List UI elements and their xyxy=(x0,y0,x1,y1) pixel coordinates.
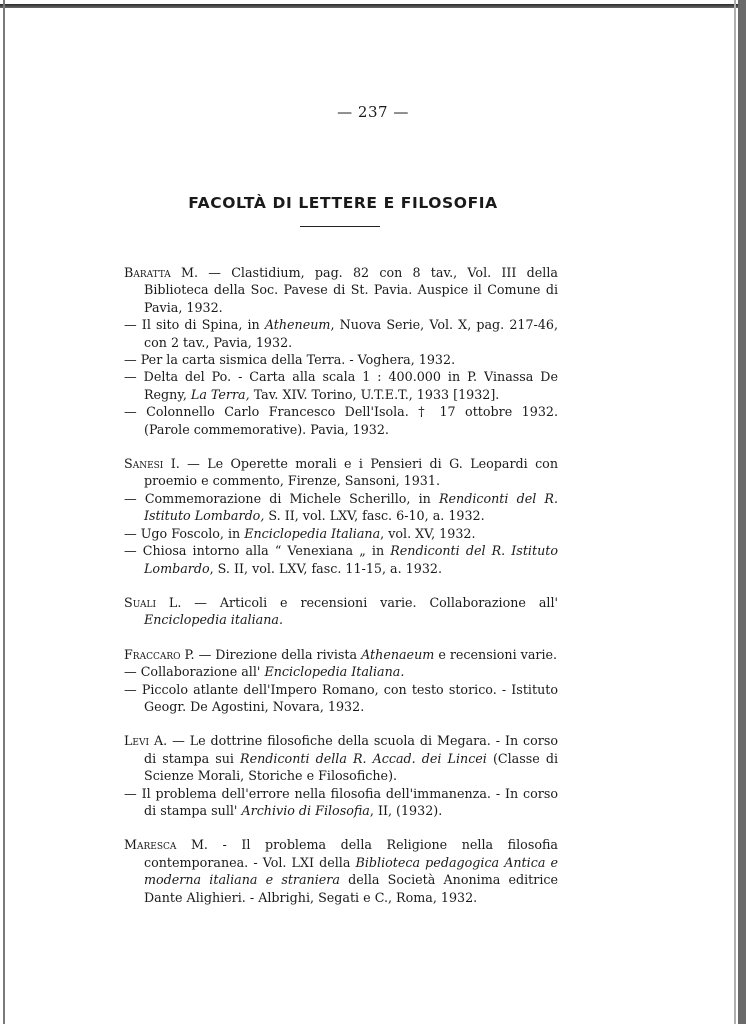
entry-text: — Ugo Foscolo, in xyxy=(124,525,245,541)
entry-text: e recensioni varie. xyxy=(434,646,558,662)
entry-text: (Classe di Scienze Morali, Storiche e Filosofiche). xyxy=(144,750,559,784)
scan-right-edge xyxy=(738,0,746,1024)
author-name: Fraccaro P. xyxy=(124,646,195,662)
author-name: Sanesi I. xyxy=(124,456,180,472)
italic-title: Enciclopedia italiana. xyxy=(144,612,283,628)
author-group xyxy=(124,836,558,906)
italic-title: Biblioteca pedagogica Antica e moderna italiana e straniera xyxy=(144,854,558,888)
bibliography-entry xyxy=(124,316,558,351)
italic-title: Enciclopedia Italiana xyxy=(244,525,381,541)
italic-title: La Terra, xyxy=(190,386,250,402)
bibliography-entry xyxy=(124,264,558,316)
entry-text: — Per la carta sismica della Terra. - Voghera, 1932. xyxy=(124,352,456,368)
entry-text: — Direzione della rivista xyxy=(194,646,362,662)
entry-text: , S. II, vol. LXV, fasc. 11-15, a. 1932. xyxy=(209,560,443,576)
italic-title: Athenaeum xyxy=(361,646,435,662)
entry-text: — Articoli e recensioni varie. Collaborazione all' xyxy=(181,594,558,610)
author-group xyxy=(124,455,558,577)
entry-text: — Il problema dell'errore nella filosofia dell'immanenza. - In corso di stampa sull' xyxy=(124,785,558,818)
bibliography-entry xyxy=(124,663,558,680)
entry-text: - Il problema della Religione nella filosofia contemporanea. - Vol. LXI della xyxy=(144,837,558,870)
author-name: Maresca M. xyxy=(124,837,208,853)
entry-text: — Le dottrine filosofiche della scuola di Megara. - In corso di stampa sui xyxy=(144,733,558,766)
entry-text: S. II, vol. LXV, fasc. 6-10, a. 1932. xyxy=(264,508,485,524)
page-number: — 237 — xyxy=(337,103,409,121)
author-group xyxy=(124,732,558,819)
entry-text: , II, (1932). xyxy=(369,802,443,818)
bibliography-entry xyxy=(124,455,558,490)
bibliography-entry xyxy=(124,646,558,663)
bibliography-entry xyxy=(124,490,558,525)
entry-text: Tav. XIV. Torino, U.T.E.T., 1933 [1932]. xyxy=(249,386,500,402)
italic-title: Rendiconti del R. Istituto Lombardo, xyxy=(144,490,558,524)
entry-text: — Commemorazione di Michele Scherillo, in xyxy=(124,490,439,506)
entry-text: — Clastidium, pag. 82 con 8 tav., Vol. III della Biblioteca della Soc. Pavese di St. Pavia. Auspice il Comune di Pavia, 1932. xyxy=(144,265,558,315)
entry-text: — Collaborazione all' xyxy=(124,664,265,680)
author-group xyxy=(124,646,558,716)
bibliography-entry xyxy=(124,732,558,784)
bibliography-entry xyxy=(124,785,558,820)
scan-top-edge xyxy=(0,4,746,8)
italic-title: Rendiconti della R. Accad. dei Lincei xyxy=(240,750,487,766)
italic-title: Atheneum xyxy=(264,317,331,333)
italic-title: Archivio di Filosofia xyxy=(241,802,370,818)
author-name: Levi A. xyxy=(124,733,168,749)
italic-title: Rendiconti del R. Istituto Lombardo xyxy=(144,543,558,576)
bibliography-entry xyxy=(124,525,558,542)
heading-rule xyxy=(300,226,380,227)
bibliography-entry xyxy=(124,351,558,368)
bibliography-entry xyxy=(124,681,558,716)
entry-text: , vol. XV, 1932. xyxy=(380,525,476,541)
italic-title: Enciclopedia Italiana. xyxy=(264,664,405,680)
entry-text: della Società Anonima editrice Dante Alighieri. - Albrighi, Segati e C., Roma, 1932. xyxy=(144,872,558,905)
author-name: Suali L. xyxy=(124,594,182,610)
entry-text: — Chiosa intorno alla “ Venexiana „ in xyxy=(124,543,391,559)
page-heading: FACOLTÀ DI LETTERE E FILOSOFIA xyxy=(188,194,498,212)
entry-text: — Le Operette morali e i Pensieri di G. Leopardi con proemio e commento, Firenze, Sansoni, 1931. xyxy=(144,456,558,489)
entry-text: — Il sito di Spina, in xyxy=(124,317,265,333)
entry-text: — Colonnello Carlo Francesco Dell'Isola. † 17 ottobre 1932. (Parole commemorative). Pavia, 1932. xyxy=(124,404,558,437)
scan-right-edge-inner xyxy=(734,0,736,1024)
author-name: Baratta M. xyxy=(124,265,199,280)
entry-text: , Nuova Serie, Vol. X, pag. 217-46, con 2 tav., Pavia, 1932. xyxy=(144,317,558,350)
bibliography-entry xyxy=(124,836,558,906)
entry-text: — Delta del Po. - Carta alla scala 1 : 400.000 in P. Vinassa De Regny, xyxy=(124,369,558,402)
entry-text: — Piccolo atlante dell'Impero Romano, con testo storico. - Istituto Geogr. De Agostini, Novara, 1932. xyxy=(124,681,558,714)
bibliography-list xyxy=(124,264,558,923)
bibliography-entry xyxy=(124,403,558,438)
bibliography-entry xyxy=(124,542,558,577)
author-group xyxy=(124,264,558,438)
author-group xyxy=(124,594,558,629)
bibliography-entry xyxy=(124,368,558,403)
scan-left-edge xyxy=(3,0,5,1024)
bibliography-entry xyxy=(124,594,558,629)
